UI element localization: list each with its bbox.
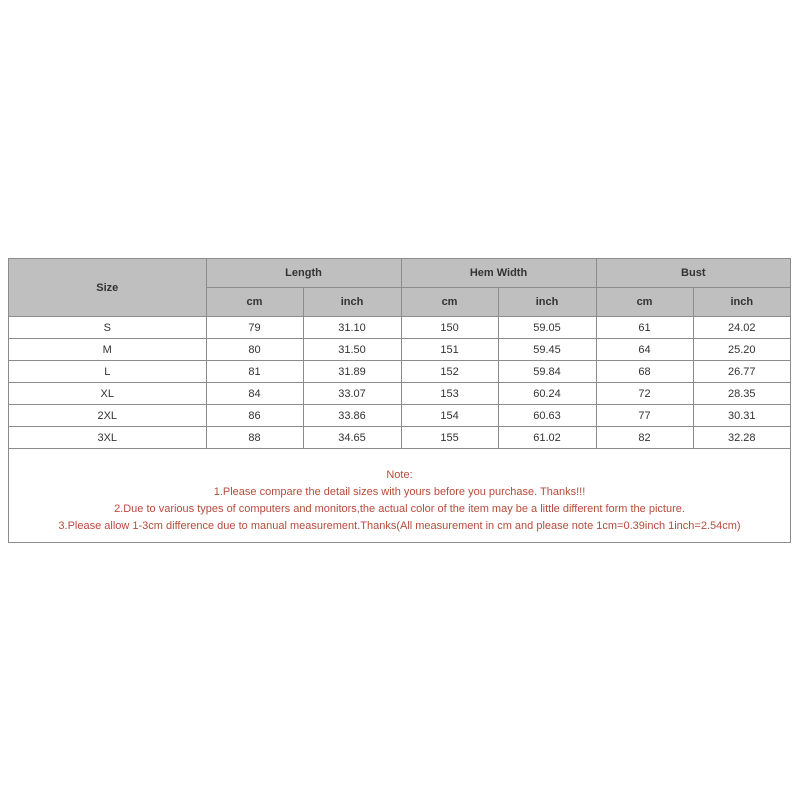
unit-header: cm: [596, 288, 693, 317]
table-body: [9, 317, 790, 449]
table-row: [9, 339, 790, 361]
notes-section: [9, 449, 790, 535]
length-group-header: Length: [206, 259, 401, 288]
measurement-cell: 59.05: [498, 317, 596, 339]
measurement-cell: 25.20: [693, 339, 790, 361]
measurement-cell: 28.35: [693, 383, 790, 405]
unit-header: inch: [498, 288, 596, 317]
measurement-cell: 81: [206, 361, 303, 383]
size-cell: L: [9, 361, 206, 383]
note-line-2: 2.Due to various types of computers and monitors,the actual color of the item may be a little different form the picture.: [114, 503, 685, 515]
measurement-cell: 33.07: [303, 383, 401, 405]
note-line-3: 3.Please allow 1-3cm difference due to manual measurement.Thanks(All measurement in cm and please note 1cm=0.39inch 1inch=2.54cm): [58, 520, 741, 532]
measurement-cell: 153: [401, 383, 498, 405]
measurement-cell: 152: [401, 361, 498, 383]
measurement-cell: 154: [401, 405, 498, 427]
note-line-1: 1.Please compare the detail sizes with yours before you purchase. Thanks!!!: [213, 486, 586, 498]
table-row: [9, 361, 790, 383]
measurement-cell: 30.31: [693, 405, 790, 427]
unit-header: inch: [693, 288, 790, 317]
measurement-cell: 24.02: [693, 317, 790, 339]
table-row: [9, 383, 790, 405]
header-row-groups: [9, 259, 790, 288]
measurement-cell: 151: [401, 339, 498, 361]
size-cell: S: [9, 317, 206, 339]
measurement-cell: 82: [596, 427, 693, 449]
size-cell: 3XL: [9, 427, 206, 449]
table-row: [9, 317, 790, 339]
measurement-cell: 77: [596, 405, 693, 427]
unit-header: inch: [303, 288, 401, 317]
measurement-cell: 84: [206, 383, 303, 405]
measurement-cell: 61.02: [498, 427, 596, 449]
measurement-cell: 68: [596, 361, 693, 383]
measurement-cell: 34.65: [303, 427, 401, 449]
measurement-cell: 59.45: [498, 339, 596, 361]
size-cell: M: [9, 339, 206, 361]
measurement-cell: 32.28: [693, 427, 790, 449]
hem-width-group-header: Hem Width: [401, 259, 596, 288]
note-title: Note:: [386, 469, 413, 481]
measurement-cell: 33.86: [303, 405, 401, 427]
unit-header: cm: [206, 288, 303, 317]
size-cell: 2XL: [9, 405, 206, 427]
measurement-cell: 60.24: [498, 383, 596, 405]
measurement-cell: 31.50: [303, 339, 401, 361]
measurement-cell: 86: [206, 405, 303, 427]
measurement-cell: 61: [596, 317, 693, 339]
measurement-cell: 60.63: [498, 405, 596, 427]
measurement-cell: 72: [596, 383, 693, 405]
bust-group-header: Bust: [596, 259, 790, 288]
table-row: [9, 405, 790, 427]
table-row: [9, 427, 790, 449]
measurement-cell: 26.77: [693, 361, 790, 383]
size-cell: XL: [9, 383, 206, 405]
measurement-cell: 31.10: [303, 317, 401, 339]
measurement-cell: 64: [596, 339, 693, 361]
size-chart: [8, 258, 791, 543]
measurement-cell: 59.84: [498, 361, 596, 383]
size-table: [9, 259, 790, 449]
measurement-cell: 155: [401, 427, 498, 449]
measurement-cell: 88: [206, 427, 303, 449]
size-column-header: Size: [9, 259, 206, 317]
measurement-cell: 31.89: [303, 361, 401, 383]
measurement-cell: 79: [206, 317, 303, 339]
measurement-cell: 150: [401, 317, 498, 339]
measurement-cell: 80: [206, 339, 303, 361]
unit-header: cm: [401, 288, 498, 317]
